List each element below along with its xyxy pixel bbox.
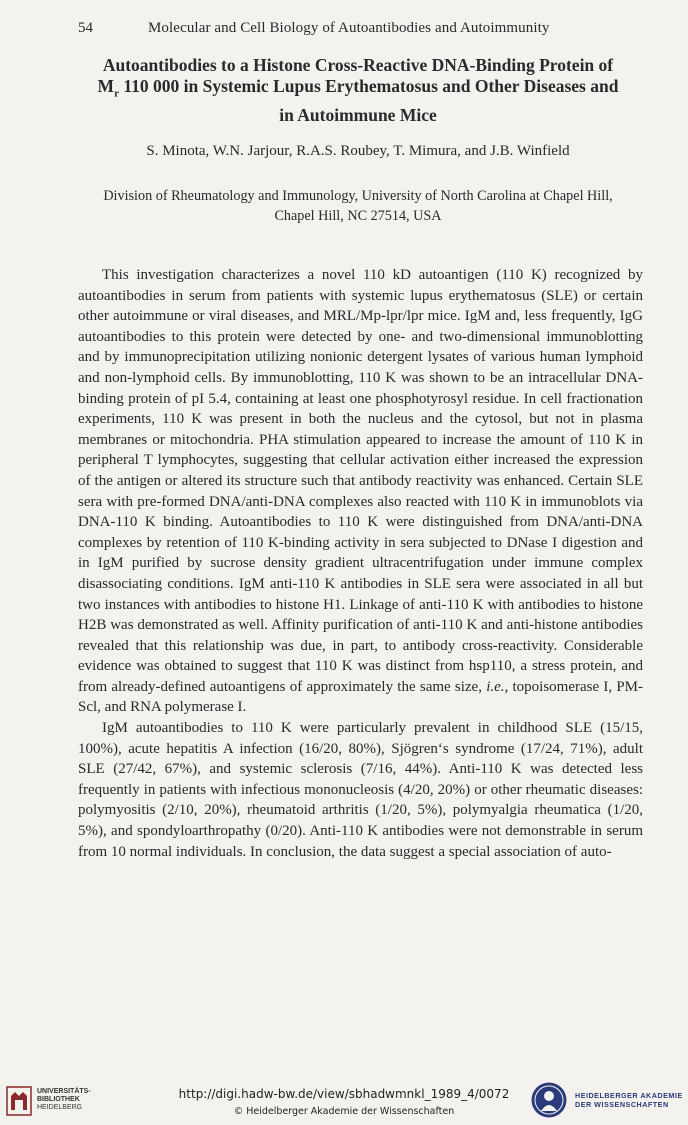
affiliation-line-2: Chapel Hill, NC 27514, USA [274, 208, 442, 224]
article-title [78, 55, 638, 126]
title-line-3: in Autoimmune Mice [279, 104, 437, 125]
paragraph-1-text: This investigation characterizes a novel 110 kD autoantigen (110 K) recognized by autoantibodies in serum from patients with systemic lupus erythematosus (SLE) or certain other autoimmune or viral diseases, and MRL/Mp-lpr/lpr mice. IgM and, less frequently, IgG autoantibodies to this protein were detected by one- and two-dimensional immunoblotting and by immunoprecipitation utilizing nonionic detergent lysates of various human lymphoid and non-lymphoid cells. By immunoblotting, 110 K was shown to be an intracellular DNA-binding protein of pI 5.4, containing at least one phosphotyrosyl residue. In cell fractionation experiments, 110 K was present in both the nucleus and the cytosol, but not in plasma membranes or mitochondria. PHA stimulation appeared to increase the amount of 110 K in peripheral T lymphocytes, suggesting that cellular activation either increased the expression of the antigen or altered its structure such that antibody reactivity was enhanced. Certain SLE sera with pre-formed DNA/anti-DNA complexes also reacted with 110 K in immunoblots via DNA-110 K binding. Autoantibodies to 110 K were distinguished from DNA/anti-DNA complexes by retention of 110 K-binding activity in sera subjected to DNase I digestion and in IgM purified by sucrose density gradient ultracentrifugation under immune complex disassociating conditions. IgM anti-110 K antibodies in SLE sera were associated in all but two instances with antibodies to histone H1. Linkage of anti-110 K with antibodies to histone H2B was demonstrated as well. Affinity purification of anti-110 K and anti-histone antibodies revealed that this relationship was due, in part, to antibody cross-reactivity. Considerable evidence was obtained to suggest that 110 K was distinct from hsp110, a stress protein, and from already-defined autoantigens of approximately the same size, [78, 267, 643, 695]
source-url-link[interactable]: http://digi.hadw-bw.de/view/sbhadwmnkl_1989_4/0072 [178, 1087, 510, 1101]
paragraph-1 [78, 265, 643, 718]
page-number: 54 [78, 20, 93, 36]
affiliation [78, 186, 638, 226]
academy-name [575, 1091, 683, 1109]
running-title: Molecular and Cell Biology of Autoantibodies and Autoimmunity [148, 20, 550, 36]
digitization-footer [0, 1078, 688, 1125]
title-line-1: Autoantibodies to a Histone Cross-Reactive DNA-Binding Protein of [102, 55, 614, 75]
paragraph-1-ie: i.e., [486, 678, 509, 695]
academy-line-1: HEIDELBERGER AKADEMIE [575, 1091, 683, 1100]
library-line-3: HEIDELBERG [37, 1104, 83, 1111]
affiliation-line-1: Division of Rheumatology and Immunology, University of North Carolina at Chapel Hill, [103, 188, 613, 204]
academy-line-2: DER WISSENSCHAFTEN [575, 1100, 669, 1109]
abstract-body [78, 265, 643, 862]
library-line-2: BIBLIOTHEK [37, 1096, 80, 1103]
paragraph-1-end: topoisomerase I, PM-Scl, and RNA polymerase I. [78, 678, 643, 716]
academy-seal-icon [530, 1081, 568, 1119]
paragraph-2: IgM autoantibodies to 110 K were particularly prevalent in childhood SLE (15/15, 100%), acute hepatitis A infection (16/20, 80%), Sjögren‘s syndrome (17/24, 71%), adult SLE (27/42, 67%), and systemic sclerosis (7/16, 44%). Anti-110 K was detected less frequently in patients with infectious mononucleosis (4/20, 20%) or other rheumatic diseases: polymyositis (2/10, 20%), rheumatoid arthritis (1/20, 5%), polymyalgia rheumatica (1/20, 5%), and spondyloarthropathy (0/20). Anti-110 K antibodies were not demonstrable in serum from 10 normal individuals. In conclusion, the data suggest a special association of auto- [78, 720, 643, 860]
authors: S. Minota, W.N. Jarjour, R.A.S. Roubey, T. Mimura, and J.B. Winfield [146, 143, 570, 159]
title-line-2-subscript: r [114, 87, 119, 100]
title-line-2-m: M [97, 76, 115, 96]
copyright-notice: © Heidelberger Akademie der Wissenschaften [233, 1106, 455, 1117]
title-line-2: 110 000 in Systemic Lupus Erythematosus and Other Diseases and [118, 76, 619, 96]
library-line-1: UNIVERSITÄTS- [37, 1088, 91, 1095]
